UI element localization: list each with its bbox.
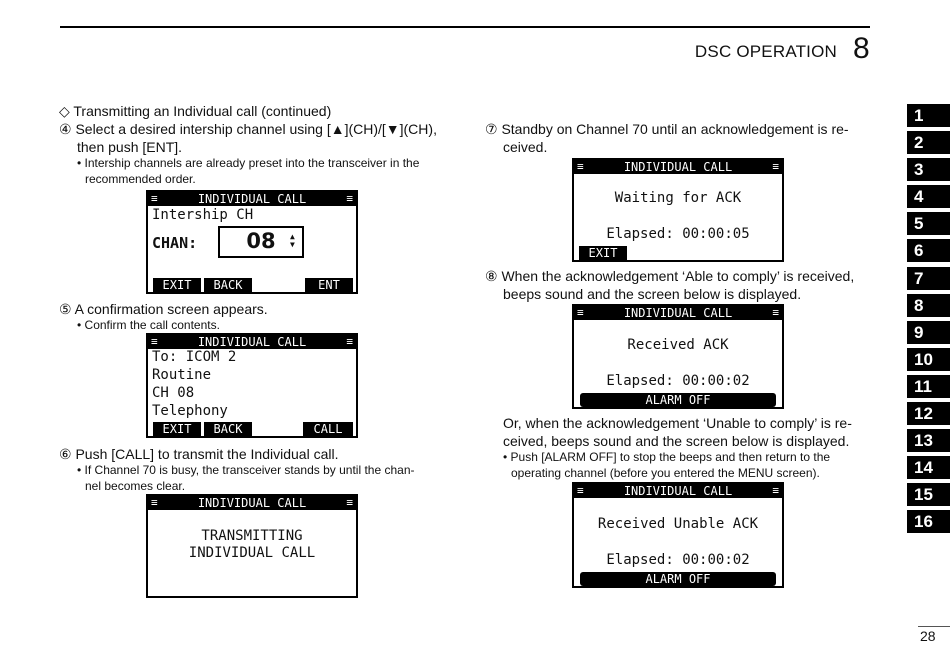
chapter-tab-9[interactable]: 9 <box>907 321 950 344</box>
step-8-cont: beeps sound and the screen below is displayed. <box>503 286 802 302</box>
chapter-number: 8 <box>853 32 870 65</box>
chapter-tab-6[interactable]: 6 <box>907 239 950 262</box>
note-5: • Confirm the call contents. <box>77 318 220 332</box>
softkey-alarm-off: ALARM OFF <box>580 393 776 407</box>
lcd-line: TRANSMITTING <box>201 528 303 544</box>
lcd-line: INDIVIDUAL CALL <box>188 545 316 561</box>
chapter-tab-2[interactable]: 2 <box>907 131 950 154</box>
softkey-exit: EXIT <box>153 278 201 292</box>
chapter-tab-10[interactable]: 10 <box>907 348 950 371</box>
softkey-exit: EXIT <box>579 246 627 260</box>
lcd-message: Waiting for ACK <box>614 190 742 206</box>
section-title: DSC OPERATION <box>694 42 837 61</box>
page-number-rule <box>918 626 950 627</box>
lcd-elapsed: Elapsed: 00:00:02 <box>606 552 750 568</box>
lcd-title: INDIVIDUAL CALL <box>197 192 307 206</box>
lcd-line: CH 08 <box>152 385 195 401</box>
header-rule <box>60 26 870 28</box>
step-7: ⑦ Standby on Channel 70 until an acknowledgement is re- <box>485 121 849 137</box>
lcd-title: INDIVIDUAL CALL <box>623 160 733 174</box>
lcd-title-bar: ≡ INDIVIDUAL CALL ≡ <box>148 496 356 510</box>
note-alarm-a: • Push [ALARM OFF] to stop the beeps and then return to the <box>503 450 831 464</box>
chapter-tab-5[interactable]: 5 <box>907 212 950 235</box>
chapter-tabs <box>907 104 950 538</box>
note-6a: • If Channel 70 is busy, the transceiver stands by until the chan- <box>77 463 415 477</box>
softkey-back: BACK <box>204 422 252 436</box>
lcd-received-ack <box>572 304 784 409</box>
lcd-line: To: ICOM 2 <box>152 349 237 365</box>
lcd-title-bar: ≡ INDIVIDUAL CALL ≡ <box>148 335 356 349</box>
lcd-transmitting <box>146 494 358 598</box>
lcd-elapsed: Elapsed: 00:00:02 <box>606 373 750 389</box>
note-4a: • Intership channels are already preset into the transceiver in the <box>77 156 420 170</box>
step-6: ⑥ Push [CALL] to transmit the Individual call. <box>59 446 339 462</box>
step-5: ⑤ A confirmation screen appears. <box>59 301 268 317</box>
lcd-confirmation <box>146 333 358 438</box>
softkey-exit: EXIT <box>153 422 201 436</box>
lcd-title: INDIVIDUAL CALL <box>197 335 307 349</box>
chapter-tab-3[interactable]: 3 <box>907 158 950 181</box>
chapter-tab-11[interactable]: 11 <box>907 375 950 398</box>
softkey-back: BACK <box>204 278 252 292</box>
chapter-tab-12[interactable]: 12 <box>907 402 950 425</box>
chapter-tab-16[interactable]: 16 <box>907 510 950 533</box>
chapter-tab-15[interactable]: 15 <box>907 483 950 506</box>
or-text: Or, when the acknowledgement ‘Unable to comply’ is re- <box>503 415 852 431</box>
lcd-message: Received Unable ACK <box>597 516 759 532</box>
lcd-message: Received ACK <box>627 337 729 353</box>
note-alarm-b: operating channel (before you entered the MENU screen). <box>511 466 820 480</box>
lcd-received-unable-ack <box>572 482 784 588</box>
step-4: ④ Select a desired intership channel using [▲](CH)/[▼](CH), <box>59 121 437 137</box>
lcd-title: INDIVIDUAL CALL <box>623 484 733 498</box>
lcd-title-bar: ≡ INDIVIDUAL CALL ≡ <box>148 192 356 206</box>
lcd-intership-ch <box>146 190 358 294</box>
step-4-cont: then push [ENT]. <box>77 139 183 155</box>
step-8: ⑧ When the acknowledgement ‘Able to comply’ is received, <box>485 268 855 284</box>
lcd-title-bar: ≡ INDIVIDUAL CALL ≡ <box>574 484 782 498</box>
chapter-tab-14[interactable]: 14 <box>907 456 950 479</box>
chan-label: CHAN: <box>152 234 198 252</box>
lcd-title: INDIVIDUAL CALL <box>623 306 733 320</box>
page-number: 28 <box>920 628 936 644</box>
chan-value: 08 <box>246 229 276 253</box>
step-7-cont: ceived. <box>503 139 548 155</box>
chapter-tab-13[interactable]: 13 <box>907 429 950 452</box>
up-down-arrows-icon: ▲ ▼ <box>290 232 295 249</box>
sub-heading: ◇ Transmitting an Individual call (continued) <box>59 103 332 119</box>
lcd-waiting-ack <box>572 158 784 262</box>
lcd-line: Telephony <box>152 403 228 419</box>
or-text-cont: ceived, beeps sound and the screen below is displayed. <box>503 433 850 449</box>
softkey-alarm-off: ALARM OFF <box>580 572 776 586</box>
softkey-call: CALL <box>303 422 353 436</box>
lcd-title-bar: ≡ INDIVIDUAL CALL ≡ <box>574 306 782 320</box>
chapter-tab-1[interactable]: 1 <box>907 104 950 127</box>
note-4b: recommended order. <box>85 172 196 186</box>
lcd-line: Intership CH <box>152 207 254 223</box>
chapter-tab-7[interactable]: 7 <box>907 267 950 290</box>
lcd-line: Routine <box>152 367 212 383</box>
lcd-title-bar: ≡ INDIVIDUAL CALL ≡ <box>574 160 782 174</box>
lcd-title: INDIVIDUAL CALL <box>197 496 307 510</box>
softkey-ent: ENT <box>305 278 353 292</box>
lcd-elapsed: Elapsed: 00:00:05 <box>606 226 750 242</box>
chapter-tab-4[interactable]: 4 <box>907 185 950 208</box>
note-6b: nel becomes clear. <box>85 479 186 493</box>
chapter-tab-8[interactable]: 8 <box>907 294 950 317</box>
